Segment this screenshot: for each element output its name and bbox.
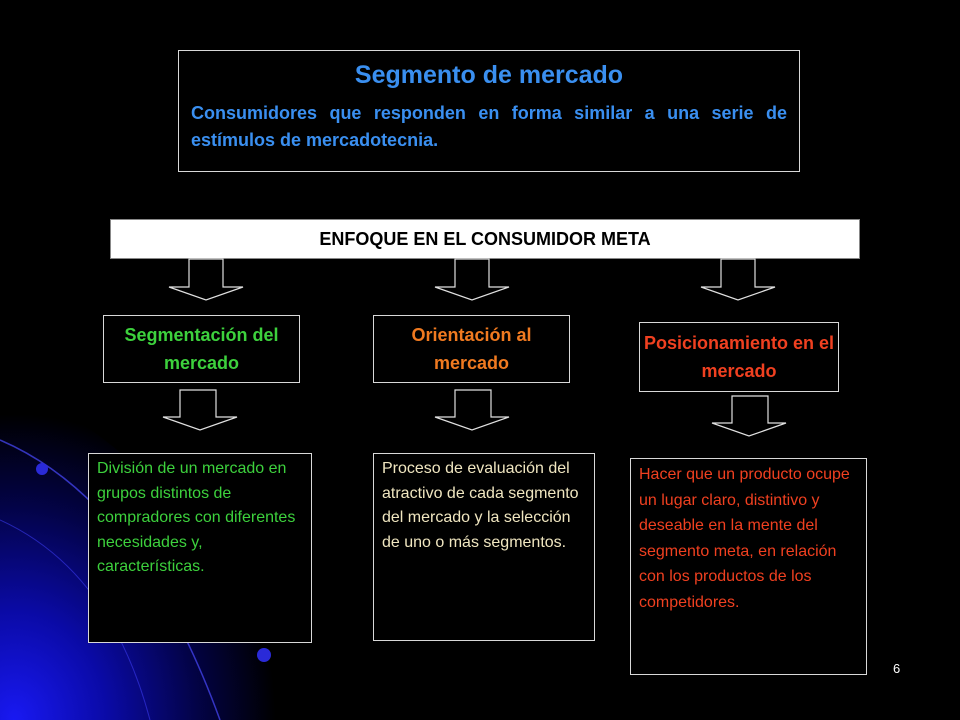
description-positioning: Hacer que un producto ocupe un lugar claro, distintivo y deseable en la mente del segmento meta, en relación con los productos de los competidores. — [630, 458, 867, 675]
down-arrow-icon — [698, 258, 778, 302]
decor-dot — [36, 463, 48, 475]
concept-segmentation: Segmentación del mercado — [103, 315, 300, 383]
decor-dot — [257, 648, 271, 662]
concept-positioning: Posicionamiento en el mercado — [639, 322, 839, 392]
description-orientation: Proceso de evaluación del atractivo de cada segmento del mercado y la selección de uno o más segmentos. — [373, 453, 595, 641]
down-arrow-icon — [432, 389, 512, 433]
down-arrow-icon — [709, 395, 789, 439]
definition-text: Consumidores que responden en forma similar a una serie de estímulos de mercadotecnia. — [191, 103, 787, 150]
concept-orientation: Orientación al mercado — [373, 315, 570, 383]
definition-box — [178, 50, 800, 172]
description-segmentation: División de un mercado en grupos distintos de compradores con diferentes necesidades y, características. — [88, 453, 312, 643]
down-arrow-icon — [160, 389, 240, 433]
page-number: 6 — [893, 661, 901, 676]
down-arrow-icon — [166, 258, 246, 302]
definition-title: Segmento de mercado — [354, 61, 624, 89]
focus-header: ENFOQUE EN EL CONSUMIDOR META — [110, 219, 860, 259]
down-arrow-icon — [432, 258, 512, 302]
